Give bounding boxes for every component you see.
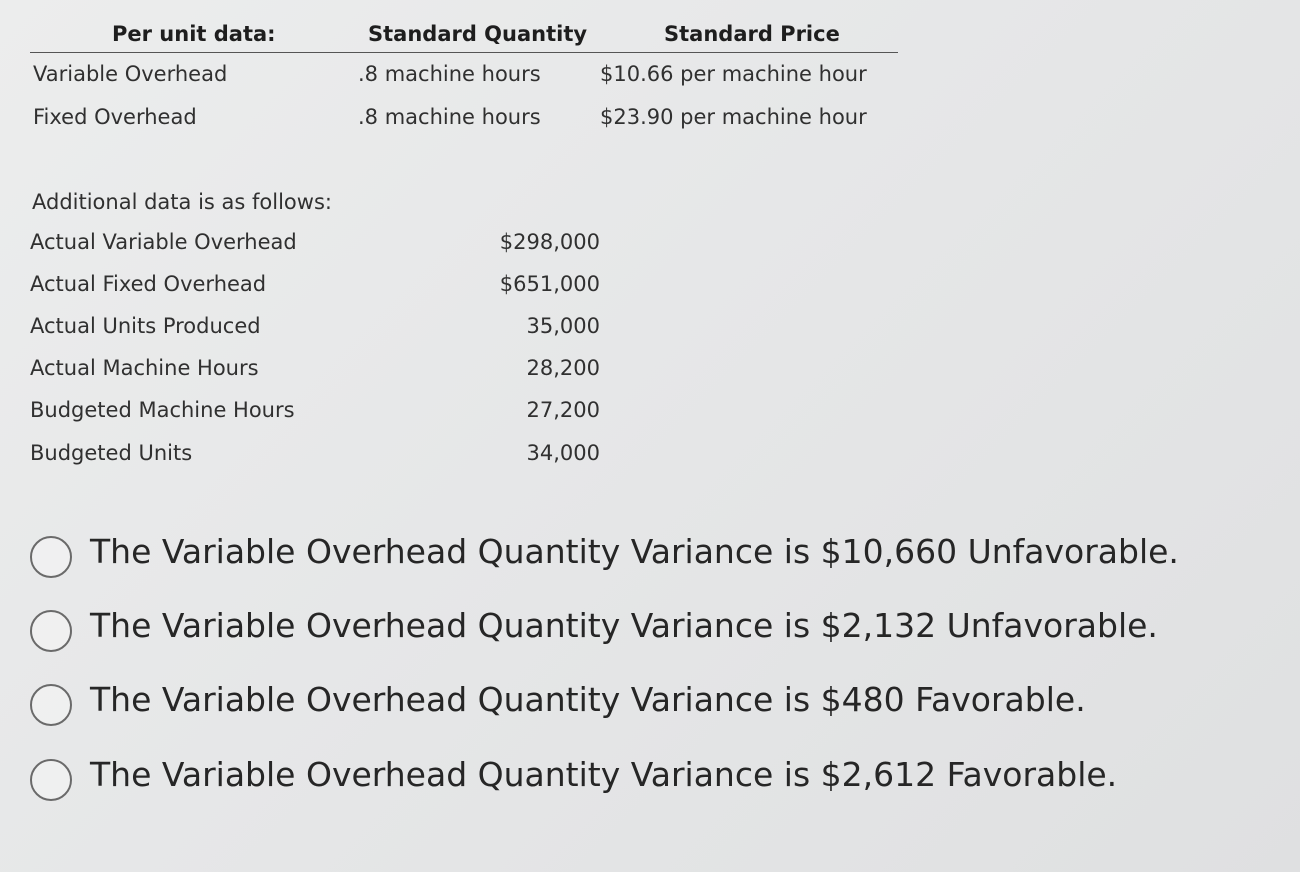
table-row-variable-overhead <box>30 62 898 102</box>
answer-option-label[interactable]: The Variable Overhead Quantity Variance is $2,132 Unfavorable. <box>90 606 1158 645</box>
header-standard-quantity: Standard Quantity <box>368 22 588 46</box>
additional-data-title: Additional data is as follows: <box>32 190 332 214</box>
radio-button[interactable] <box>30 536 72 578</box>
row-standard-price: $10.66 per machine hour <box>600 62 867 86</box>
list-item-budgeted-units <box>30 441 610 481</box>
header-divider <box>30 52 898 53</box>
item-label: Actual Fixed Overhead <box>30 272 267 296</box>
radio-button[interactable] <box>30 684 72 726</box>
item-value: $651,000 <box>499 272 600 296</box>
item-value: 35,000 <box>526 314 600 338</box>
item-label: Budgeted Machine Hours <box>30 398 295 422</box>
header-standard-price: Standard Price <box>664 22 840 46</box>
answer-option-4[interactable] <box>24 747 1224 807</box>
answer-option-3[interactable] <box>24 672 1224 732</box>
radio-button[interactable] <box>30 759 72 801</box>
list-item-actual-units-produced <box>30 314 610 354</box>
item-value: 28,200 <box>526 356 600 380</box>
list-item-actual-variable-overhead <box>30 230 610 270</box>
item-value: 27,200 <box>526 398 600 422</box>
list-item-actual-machine-hours <box>30 356 610 396</box>
table-row-fixed-overhead <box>30 105 898 145</box>
answer-option-label[interactable]: The Variable Overhead Quantity Variance is $2,612 Favorable. <box>90 755 1118 794</box>
answer-option-2[interactable] <box>24 598 1224 658</box>
radio-button[interactable] <box>30 610 72 652</box>
list-item-actual-fixed-overhead <box>30 272 610 312</box>
item-label: Budgeted Units <box>30 441 193 465</box>
answer-option-label[interactable]: The Variable Overhead Quantity Variance is $480 Favorable. <box>90 680 1086 719</box>
answer-option-label[interactable]: The Variable Overhead Quantity Variance is $10,660 Unfavorable. <box>90 532 1179 571</box>
row-label: Variable Overhead <box>33 62 228 86</box>
header-per-unit-data: Per unit data: <box>112 22 276 46</box>
item-label: Actual Units Produced <box>30 314 261 338</box>
item-label: Actual Variable Overhead <box>30 230 297 254</box>
row-standard-quantity: .8 machine hours <box>358 105 541 129</box>
list-item-budgeted-machine-hours <box>30 398 610 438</box>
row-standard-quantity: .8 machine hours <box>358 62 541 86</box>
row-label: Fixed Overhead <box>33 105 197 129</box>
item-value: 34,000 <box>526 441 600 465</box>
answer-option-1[interactable] <box>24 524 1224 584</box>
row-standard-price: $23.90 per machine hour <box>600 105 867 129</box>
item-label: Actual Machine Hours <box>30 356 259 380</box>
item-value: $298,000 <box>499 230 600 254</box>
